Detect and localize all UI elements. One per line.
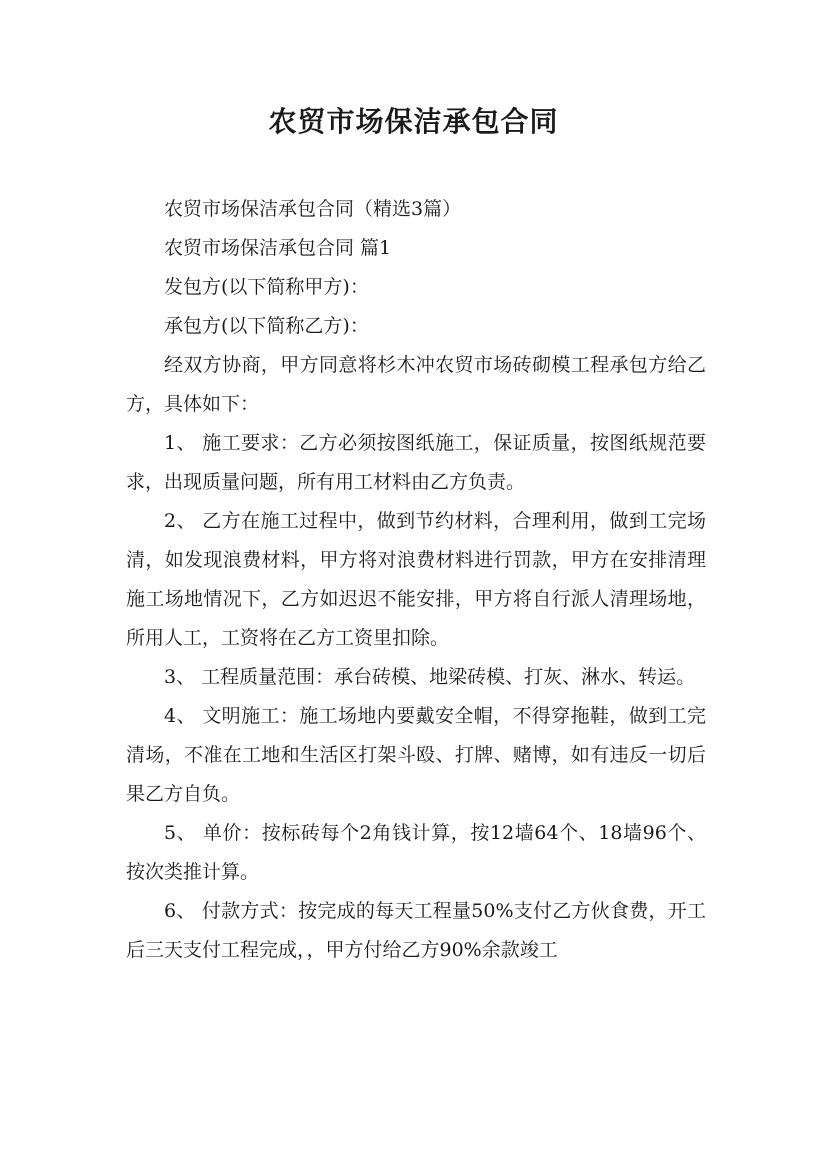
intro-paragraph: 经双方协商，甲方同意将杉木冲农贸市场砖砌模工程承包方给乙方，具体如下： [126,354,706,415]
clause-6: 6、 付款方式：按完成的每天工程量50%支付乙方伙食费，开工后三天支付工程完成，，甲方付给乙方90%余款竣工 [126,900,706,961]
document-title: 农贸市场保洁承包合同 [268,105,559,138]
doc-subtitle: 农贸市场保洁承包合同（精选3篇） [164,198,462,220]
clause-2: 2、 乙方在施工过程中，做到节约材料，合理利用，做到工完场清，如发现浪费材料，甲方将对浪费材料进行罚款，甲方在安排清理施工场地情况下，乙方如迟迟不能安排，甲方将自行派人清理场地，所用人工，工资将在乙方工资里扣除。 [126,510,706,649]
clause-1: 1、 施工要求：乙方必须按图纸施工，保证质量，按图纸规范要求，出现质量问题，所有用工材料由乙方负责。 [126,432,706,493]
section-heading: 农贸市场保洁承包合同 篇1 [164,237,392,259]
clause-5: 5、 单价：按标砖每个2角钱计算，按12墙64个、18墙96个、按次类推计算。 [126,822,706,883]
party-a-line: 发包方(以下简称甲方)： [164,276,369,298]
clause-4: 4、 文明施工：施工场地内要戴安全帽，不得穿拖鞋，做到工完清场，不准在工地和生活区打架斗殴、打牌、赌博，如有违反一切后果乙方自负。 [126,705,706,805]
document-body [126,190,706,970]
clause-3: 3、 工程质量范围：承台砖模、地梁砖模、打灰、淋水、转运。 [164,666,696,688]
party-b-line: 承包方(以下简称乙方)： [164,315,369,337]
